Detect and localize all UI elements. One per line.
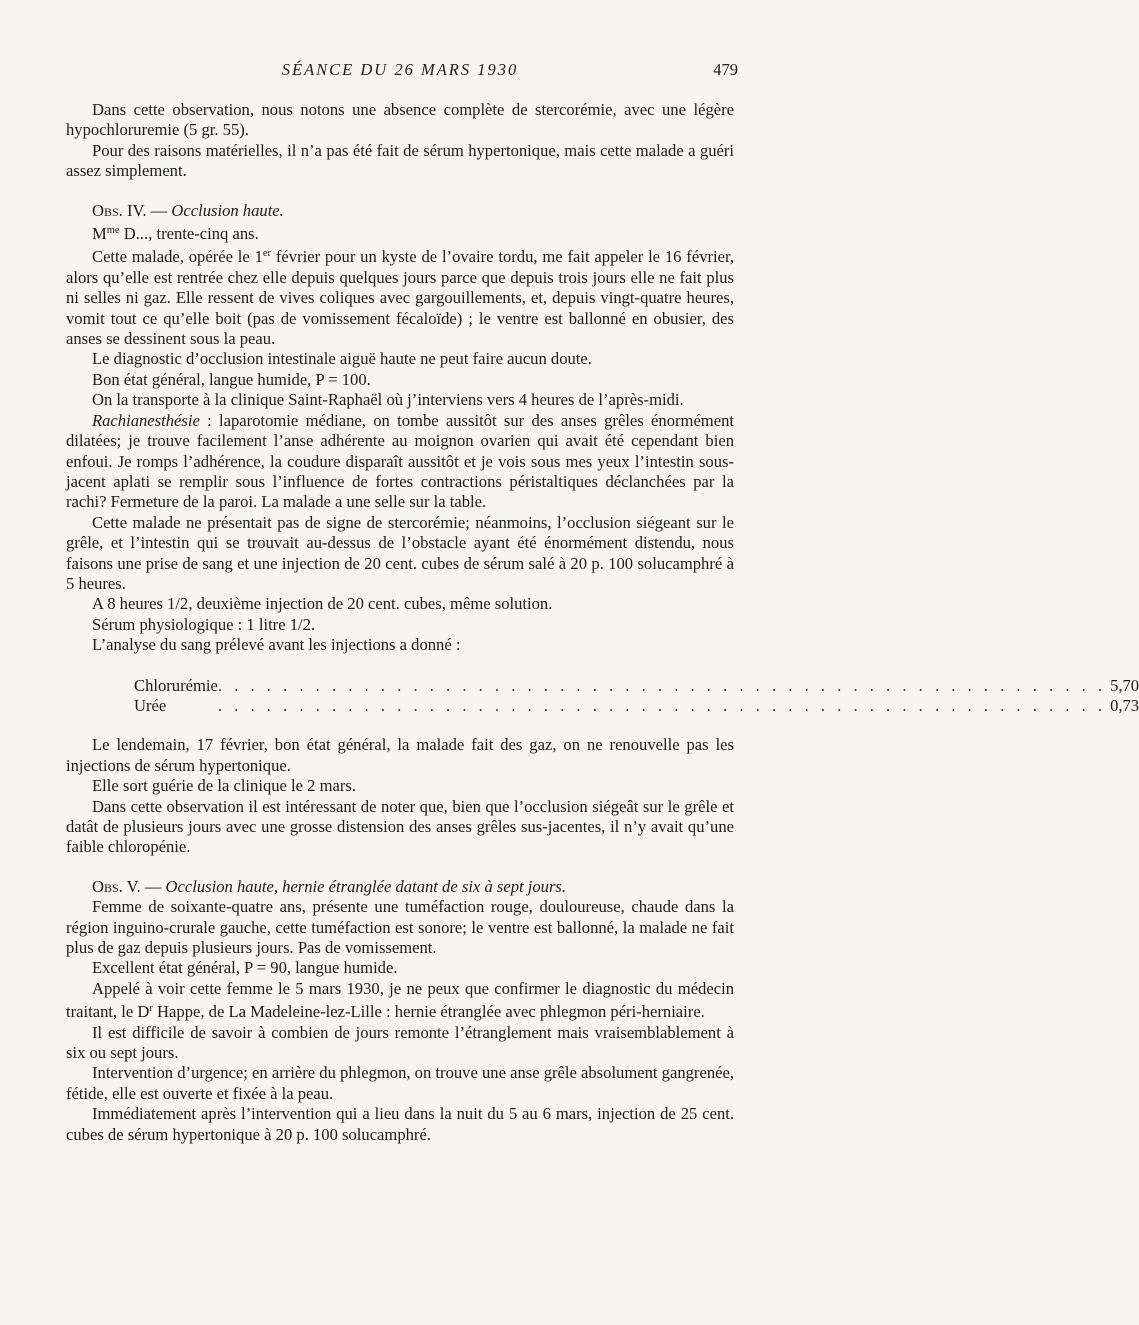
obs4-dash: —	[146, 200, 172, 220]
paragraph: Appelé à voir cette femme le 5 mars 1930, je ne peux que confirmer le diagnostic du médecin traitant, le $D^r$ Happe, de La Madeleine-lez-Lille : hernie étranglée avec phlegmon péri-herniaire.	[66, 978, 734, 1022]
paragraph: Elle sort guérie de la clinique le 2 mars.	[92, 776, 357, 796]
page-body	[66, 100, 1139, 1145]
rachianesthesie: Rachianesthésie	[92, 410, 200, 430]
paragraph: Cette malade ne présentait pas de signe de stercorémie; néanmoins, l’occlusion siégeant sur le grêle, et l’intestin qui se trouvait au-dessus de l’obstacle ayant été énormément distendu, nous faisons une prise de sang et une injection de 20 cent. cubes de sérum salé à 20 p. 100 solucamphré à 5 heures.	[66, 512, 734, 593]
lab-label: Chlorurémie	[134, 675, 218, 695]
paragraph: Intervention d’urgence; en arrière du phlegmon, on trouve une anse grêle absolument gangrenée, fétide, elle est ouverte et fixée à la peau.	[66, 1063, 734, 1103]
page-header	[0, 60, 800, 84]
paragraph: Bon état général, langue humide, P = 100.	[92, 369, 371, 389]
table-row	[134, 696, 1139, 716]
paragraph: Immédiatement après l’intervention qui a lieu dans la nuit du 5 au 6 mars, injection de 25 cent. cubes de sérum hypertonique à 20 p. 100 solucamphré.	[66, 1104, 734, 1144]
obs5-title: Occlusion haute, hernie étranglée datant de six à sept jours.	[165, 876, 567, 896]
lab-value: 0,73	[1110, 695, 1139, 715]
paragraph: Cette malade, opérée le 1er février pour un kyste de l’ovaire tordu, me fait appeler le 16 février, alors qu’elle est rentrée chez elle depuis quelques jours parce que depuis trois jours elle ne fait plus ni selles ni gaz. Elle ressent de vives coliques avec gargouillements, et, depuis vingt-quatre heures, vomit tout ce qu’elle boit (pas de vomissement fécaloïde) ; le ventre est ballonné en obusier, des anses se dessinent sous la peau.	[66, 247, 734, 349]
paragraph: A 8 heures 1/2, deuxième injection de 20 cent. cubes, même solution.	[92, 594, 553, 614]
paragraph: Le diagnostic d’occlusion intestinale aiguë haute ne peut faire aucun doute.	[92, 349, 592, 369]
obs5-heading	[66, 877, 734, 897]
paragraph: Dans cette observation, nous notons une absence complète de stercorémie, avec une légère hypochloruremie (5 gr. 55).	[66, 100, 734, 140]
obs4-heading	[66, 201, 734, 221]
paragraph: Dans cette observation il est intéressant de noter que, bien que l’occlusion siégeât sur le grêle et datât de plusieurs jours avec une grosse distension des anses grêles sus-jacentes, il n’y avait qu’une faible chloropénie.	[66, 796, 734, 857]
paragraph: Il est difficile de savoir à combien de jours remonte l’étranglement mais vraisemblablement à six ou sept jours.	[66, 1022, 734, 1063]
obs5-dash: —	[140, 876, 166, 896]
paragraph: L’analyse du sang prélevé avant les injections a donné :	[92, 635, 461, 655]
lab-value: 5,70	[1110, 675, 1139, 695]
table-row	[134, 676, 1139, 696]
paragraph: Femme de soixante-quatre ans, présente une tuméfaction rouge, douloureuse, chaude dans la région inguino-crurale gauche, cette tuméfaction est sonore; le ventre est ballonné, la malade ne fait plus de gaz depuis plusieurs jours. Pas de vomissement.	[66, 897, 734, 958]
obs4-label: Obs. IV.	[92, 200, 147, 220]
paragraph: Pour des raisons matérielles, il n’a pas été fait de sérum hypertonique, mais cette malade a guéri assez simplement.	[66, 140, 734, 181]
lab-label: Urée	[134, 695, 167, 715]
page-number: 479	[713, 60, 738, 79]
paragraph: Sérum physiologique : 1 litre 1/2.	[92, 614, 316, 634]
paragraph: Rachianesthésie : laparotomie médiane, on tombe aussitôt sur des anses grêles énormément dilatées; je trouve facilement l’anse adhérente au moignon ovarien qui avait été cependant bien enfoui. Je romps l’adhérence, la coudure disparaît aussitôt et je vois sous mes yeux l’intestin sous-jacent aplati se remplir sous l’influence de fortes contractions péristaltiques déclanchées par la rachi? Fermeture de la paroi. La malade a une selle sur la table.	[66, 410, 734, 512]
paragraph: On la transporte à la clinique Saint-Raphaël où j’interviens vers 4 heures de l’après-midi.	[92, 390, 684, 410]
running-head: SÉANCE DU 26 MARS 1930	[281, 60, 519, 79]
obs4-patient: $M^{me}$ D..., trente-cinq ans.	[92, 224, 259, 244]
paragraph: Le lendemain, 17 février, bon état général, la malade fait des gaz, on ne renouvelle pas les injections de sérum hypertonique.	[66, 735, 734, 775]
obs5-label: Obs. V.	[92, 876, 141, 896]
paragraph: Excellent état général, P = 90, langue humide.	[92, 958, 398, 978]
lab-results-table	[134, 676, 1139, 717]
leader-dots: . . . . . . . . . . . . . . . . . . . . . . . . . . . . . . . . . . . . . . . . . . . . . . . . . . . . . . .	[217, 675, 1107, 695]
leader-dots: . . . . . . . . . . . . . . . . . . . . . . . . . . . . . . . . . . . . . . . . . . . . . . . . . . . . . . .	[217, 695, 1107, 715]
obs4-title: Occlusion haute.	[171, 200, 284, 220]
